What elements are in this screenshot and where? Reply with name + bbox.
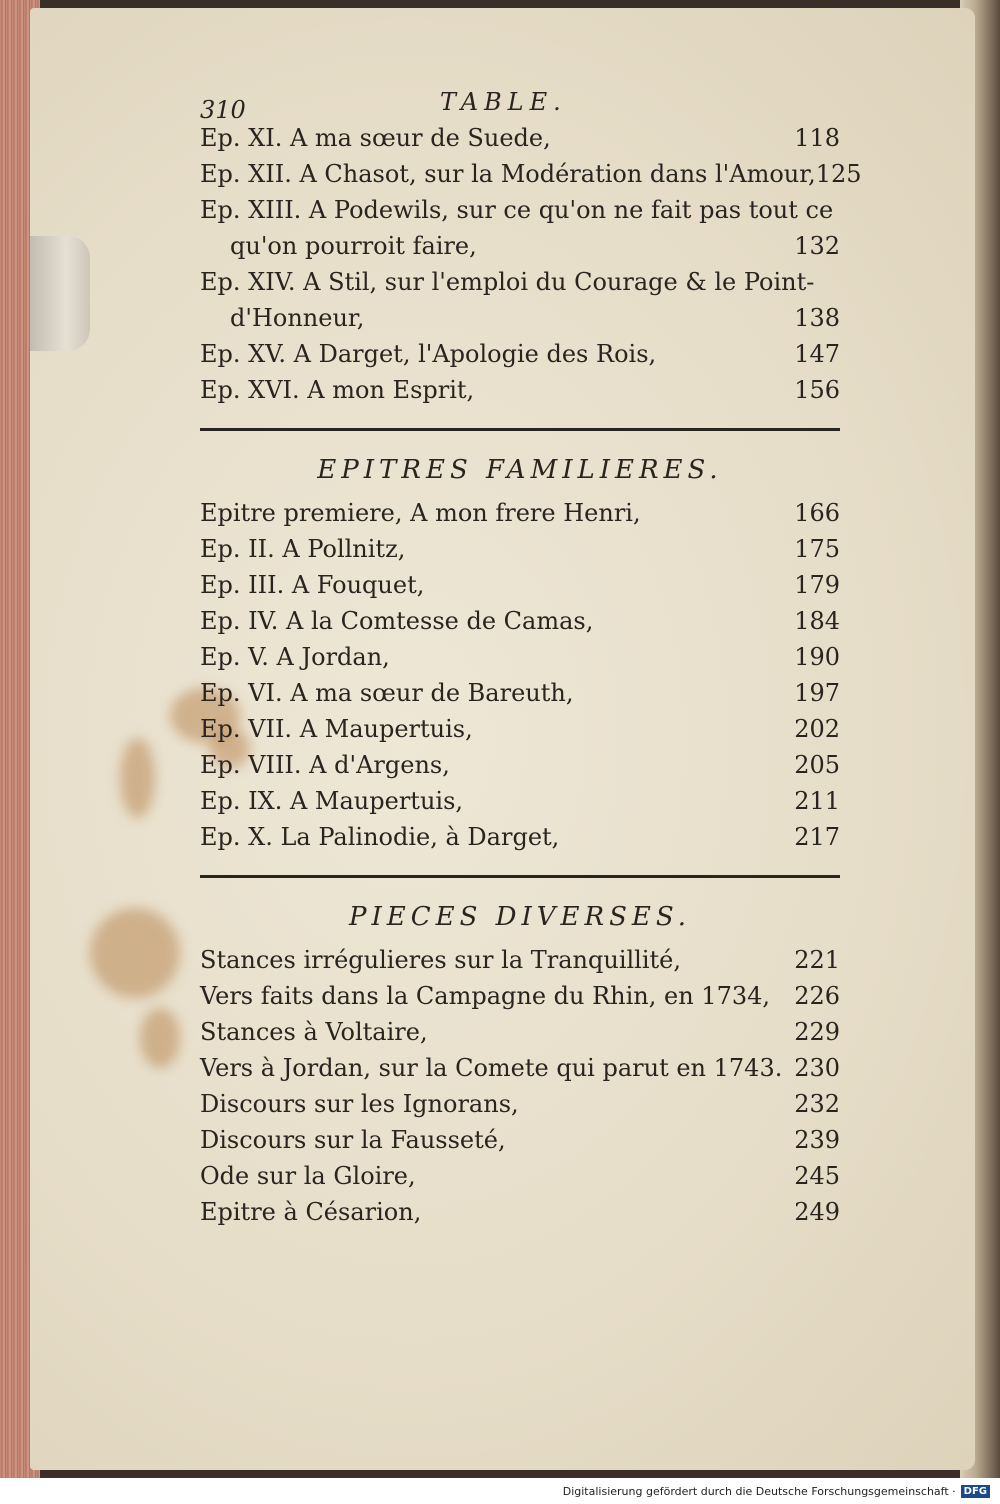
entry-title: Ep. III. A Fouquet, bbox=[200, 571, 425, 599]
entry-title: Ep. XVI. A mon Esprit, bbox=[200, 376, 475, 404]
toc-list-top bbox=[200, 120, 862, 408]
entry-page: 221 bbox=[794, 946, 840, 974]
toc-entry bbox=[200, 675, 840, 711]
entry-title: Ep. XV. A Darget, l'Apologie des Rois, bbox=[200, 340, 657, 368]
entry-title: Discours sur les Ignorans, bbox=[200, 1090, 519, 1118]
entry-title: Discours sur la Fausseté, bbox=[200, 1126, 506, 1154]
toc-entry bbox=[200, 603, 840, 639]
entry-page: 211 bbox=[794, 787, 840, 815]
section-divider bbox=[200, 875, 840, 878]
entry-page: 147 bbox=[794, 340, 840, 368]
section-title: EPITRES FAMILIERES. bbox=[317, 455, 723, 485]
entry-title: Ep. II. A Pollnitz, bbox=[200, 535, 406, 563]
entry-page: 226 bbox=[794, 982, 840, 1010]
toc-entry bbox=[200, 1086, 840, 1122]
toc-entry bbox=[200, 192, 840, 228]
toc-entry bbox=[200, 1122, 840, 1158]
entry-title: Stances à Voltaire, bbox=[200, 1018, 428, 1046]
toc-entry bbox=[200, 1014, 840, 1050]
toc-entry bbox=[200, 372, 840, 408]
toc-entry bbox=[200, 942, 840, 978]
entry-page: 190 bbox=[794, 643, 840, 671]
entry-title: Ep. VII. A Maupertuis, bbox=[200, 715, 473, 743]
toc-entry bbox=[200, 819, 840, 855]
entry-page: 230 bbox=[794, 1054, 840, 1082]
entry-title: Stances irrégulieres sur la Tranquillité, bbox=[200, 946, 681, 974]
toc-entry bbox=[200, 1158, 840, 1194]
entry-page: 202 bbox=[794, 715, 840, 743]
entry-page: 229 bbox=[794, 1018, 840, 1046]
stain bbox=[90, 908, 180, 998]
entry-title: Vers faits dans la Campagne du Rhin, en 1734, bbox=[200, 982, 771, 1010]
entry-title: qu'on pourroit faire, bbox=[230, 232, 477, 260]
toc-entry bbox=[200, 120, 840, 156]
entry-page: 245 bbox=[794, 1162, 840, 1190]
running-title: TABLE. bbox=[440, 88, 567, 116]
entry-title: Vers à Jordan, sur la Comete qui parut en 1743. bbox=[200, 1054, 783, 1082]
entry-title: Epitre à Césarion, bbox=[200, 1198, 422, 1226]
entry-page: 175 bbox=[794, 535, 840, 563]
entry-page: 179 bbox=[794, 571, 840, 599]
entry-page: 239 bbox=[794, 1126, 840, 1154]
entry-title: Ep. V. A Jordan, bbox=[200, 643, 390, 671]
entry-page: 132 bbox=[794, 232, 840, 260]
entry-title: Ep. X. La Palinodie, à Darget, bbox=[200, 823, 560, 851]
toc-entry-continuation bbox=[200, 228, 840, 264]
entry-page: 118 bbox=[794, 124, 840, 152]
digitization-footer bbox=[0, 1478, 1000, 1504]
toc-entry bbox=[200, 711, 840, 747]
entry-title: Ep. IX. A Maupertuis, bbox=[200, 787, 464, 815]
entry-page: 232 bbox=[794, 1090, 840, 1118]
toc-entry bbox=[200, 1050, 840, 1086]
entry-page: 138 bbox=[794, 304, 840, 332]
entry-title: Ep. XIII. A Podewils, sur ce qu'on ne fait pas tout ce bbox=[200, 196, 834, 224]
entry-page: 125 bbox=[815, 160, 862, 188]
page-header bbox=[200, 82, 840, 124]
toc-entry bbox=[200, 1194, 840, 1230]
entry-page: 184 bbox=[794, 607, 840, 635]
section-title: PIECES DIVERSES. bbox=[348, 902, 692, 932]
toc-entry bbox=[200, 336, 840, 372]
toc-entry bbox=[200, 531, 840, 567]
entry-page: 205 bbox=[794, 751, 840, 779]
toc-entry bbox=[200, 156, 862, 192]
toc-entry bbox=[200, 747, 840, 783]
entry-page: 249 bbox=[794, 1198, 840, 1226]
entry-title: Ep. VIII. A d'Argens, bbox=[200, 751, 450, 779]
dfg-logo: DFG bbox=[961, 1485, 990, 1498]
table-of-contents bbox=[200, 82, 862, 1230]
page-clip bbox=[30, 236, 90, 351]
entry-title: d'Honneur, bbox=[230, 304, 365, 332]
toc-entry bbox=[200, 639, 840, 675]
entry-title: Ode sur la Gloire, bbox=[200, 1162, 416, 1190]
page-number: 310 bbox=[200, 96, 246, 124]
toc-entry bbox=[200, 264, 840, 300]
entry-page: 156 bbox=[794, 376, 840, 404]
stain bbox=[120, 738, 155, 818]
toc-list-section3 bbox=[200, 942, 840, 1230]
entry-title: Ep. XIV. A Stil, sur l'emploi du Courage & le Point- bbox=[200, 268, 815, 296]
entry-title: Ep. XII. A Chasot, sur la Modération dans l'Amour, bbox=[200, 160, 816, 188]
toc-entry bbox=[200, 978, 840, 1014]
toc-entry bbox=[200, 567, 840, 603]
toc-entry-continuation bbox=[200, 300, 840, 336]
toc-list-section2 bbox=[200, 495, 840, 855]
entry-title: Ep. XI. A ma sœur de Suede, bbox=[200, 124, 551, 152]
entry-title: Ep. IV. A la Comtesse de Camas, bbox=[200, 607, 594, 635]
stain bbox=[140, 1008, 180, 1068]
toc-entry bbox=[200, 495, 840, 531]
section-divider bbox=[200, 428, 840, 431]
entry-page: 217 bbox=[794, 823, 840, 851]
footer-credit: Digitalisierung gefördert durch die Deutsche Forschungsgemeinschaft · bbox=[562, 1484, 956, 1498]
entry-page: 166 bbox=[794, 499, 840, 527]
entry-page: 197 bbox=[794, 679, 840, 707]
entry-title: Ep. VI. A ma sœur de Bareuth, bbox=[200, 679, 574, 707]
toc-entry bbox=[200, 783, 840, 819]
entry-title: Epitre premiere, A mon frere Henri, bbox=[200, 499, 641, 527]
